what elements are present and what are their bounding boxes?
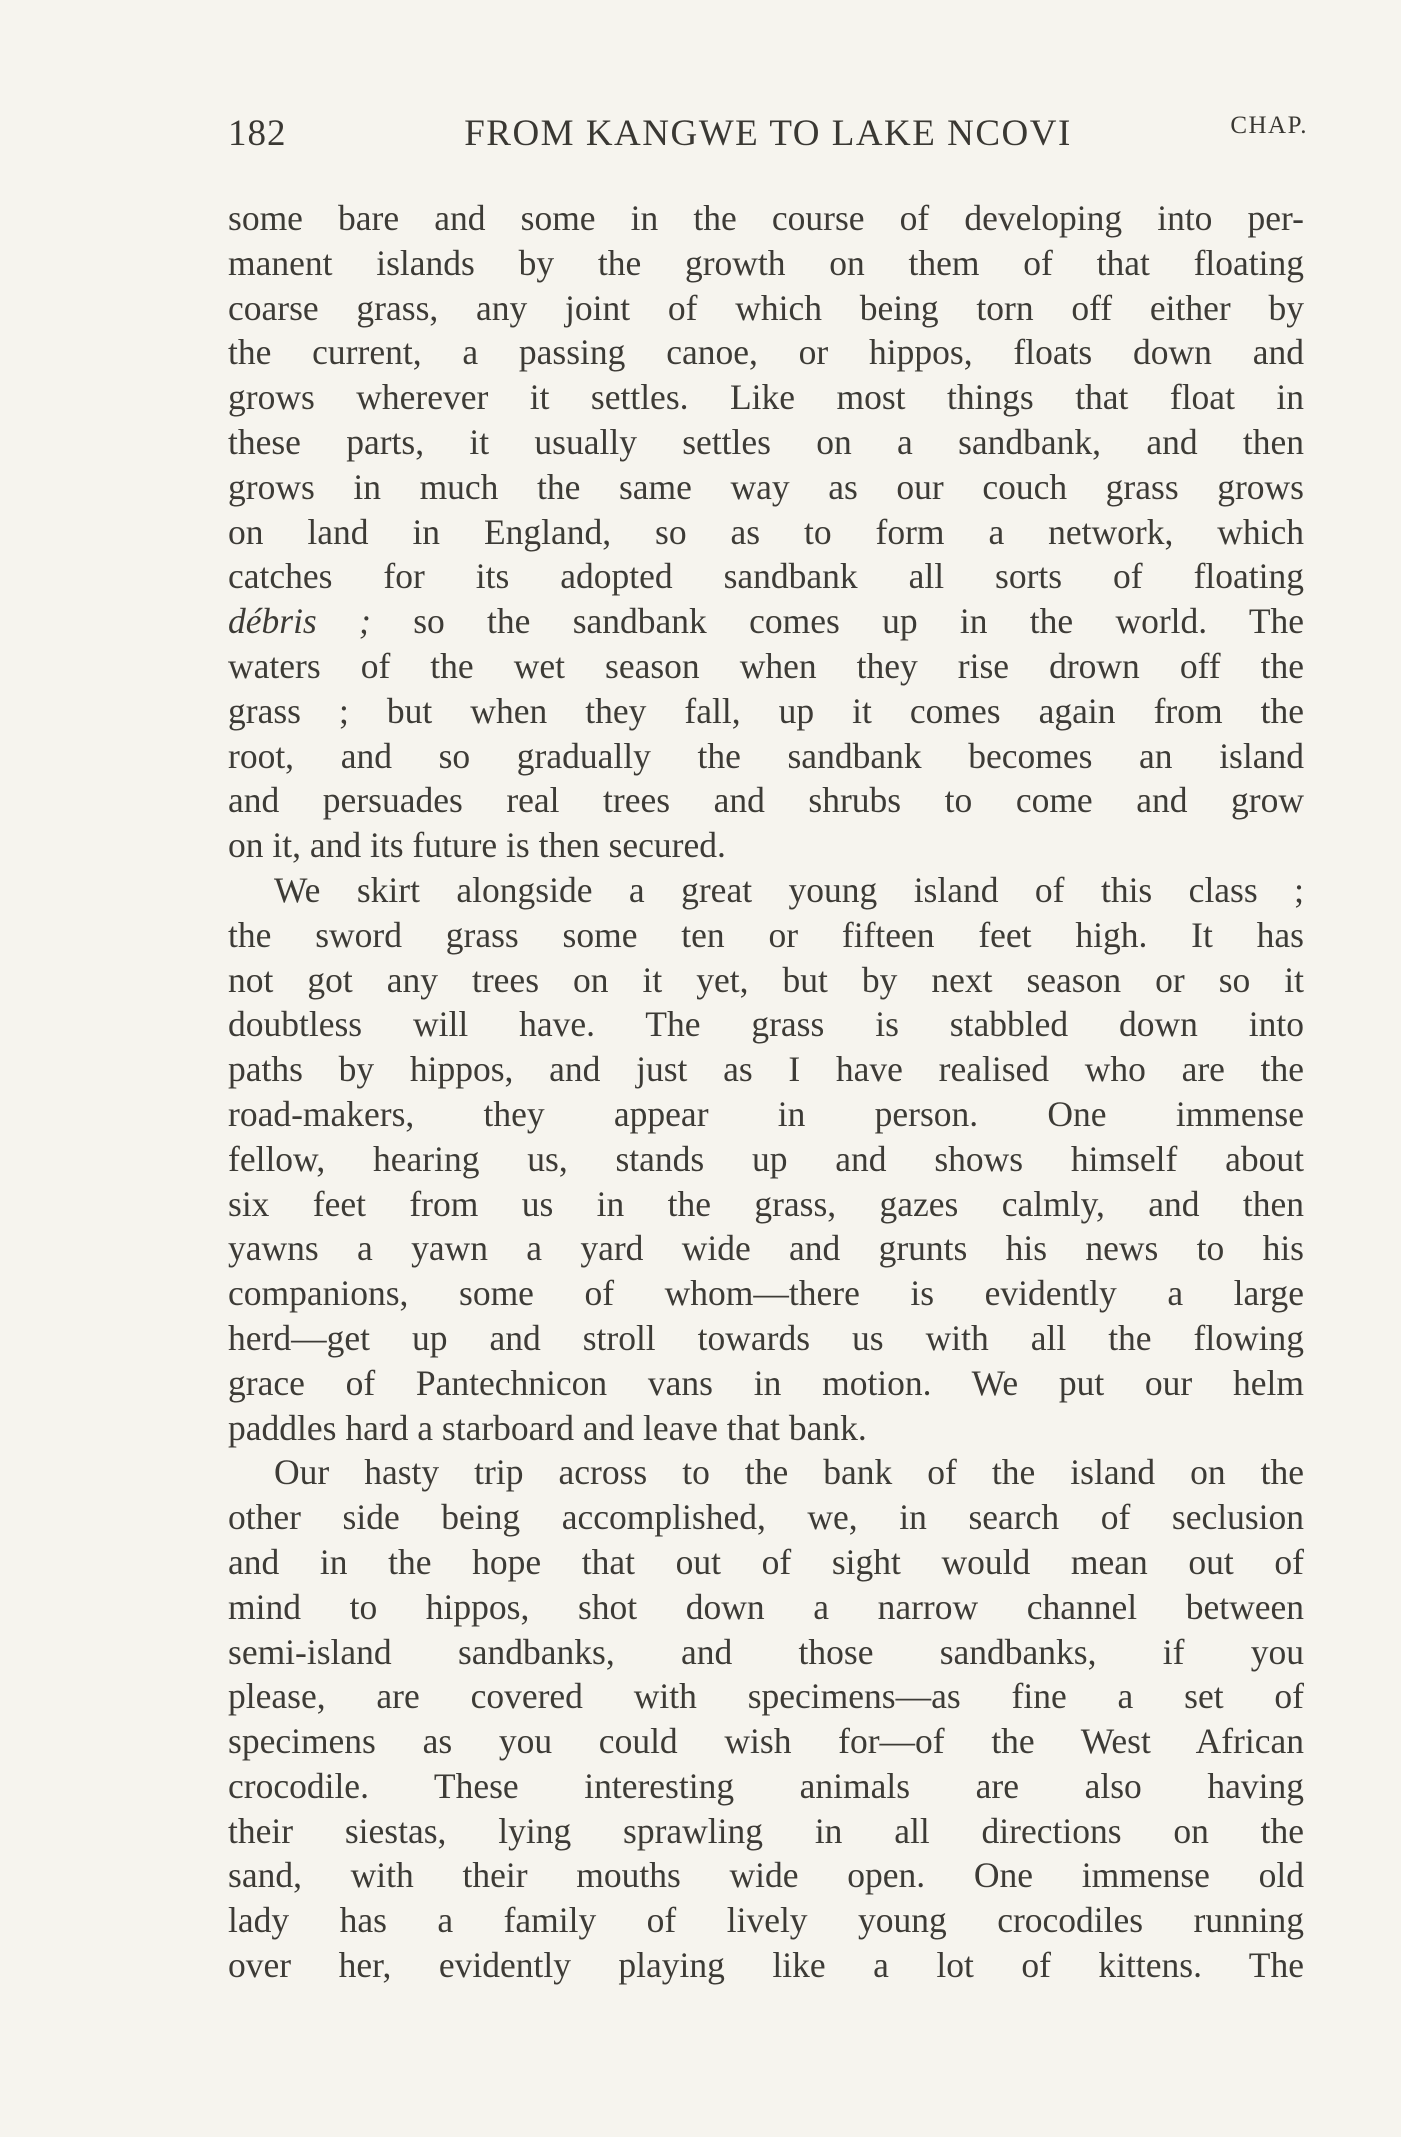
text-line: manent islands by the growth on them of that floating bbox=[228, 242, 1304, 283]
text-line: mind to hippos, shot down a narrow channel between bbox=[228, 1586, 1304, 1627]
text-line: not got any trees on it yet, but by next season or so it bbox=[228, 959, 1304, 1000]
text-line: doubtless will have. The grass is stabbled down into bbox=[228, 1004, 1304, 1045]
text-line: sand, with their mouths wide open. One immense old bbox=[228, 1855, 1304, 1896]
text-line: the sword grass some ten or fifteen feet high. It has bbox=[228, 914, 1304, 955]
text-line: catches for its adopted sandbank all sorts of floating bbox=[228, 556, 1304, 597]
text-line: on it, and its future is then secured. bbox=[228, 825, 726, 866]
text-line: semi-island sandbanks, and those sandbanks, if you bbox=[228, 1631, 1304, 1672]
text-line: these parts, it usually settles on a sandbank, and then bbox=[228, 421, 1304, 462]
text-line: waters of the wet season when they rise drown off the bbox=[228, 645, 1304, 686]
text-line: other side being accomplished, we, in search of seclusion bbox=[228, 1497, 1304, 1538]
text-line: fellow, hearing us, stands up and shows himself about bbox=[228, 1138, 1304, 1179]
text-line: the current, a passing canoe, or hippos, floats down and bbox=[228, 332, 1304, 373]
text-line: please, are covered with specimens—as fine a set of bbox=[228, 1676, 1304, 1717]
text-line: herd—get up and stroll towards us with all the flowing bbox=[228, 1317, 1304, 1358]
text-line: grows in much the same way as our couch grass grows bbox=[228, 466, 1304, 507]
chapter-label: CHAP. bbox=[1230, 112, 1308, 139]
text-line: crocodile. These interesting animals are also having bbox=[228, 1765, 1304, 1806]
text-line: paddles hard a starboard and leave that bank. bbox=[228, 1407, 867, 1448]
text-line: and in the hope that out of sight would mean out of bbox=[228, 1541, 1304, 1582]
text-line: lady has a family of lively young crocodiles running bbox=[228, 1900, 1304, 1941]
text-line-with-italic bbox=[228, 599, 1304, 644]
text-line: and persuades real trees and shrubs to come and grow bbox=[228, 780, 1304, 821]
chapter-title: FROM KANGWE TO LAKE NCOVI bbox=[464, 113, 1072, 154]
text-line: companions, some of whom—there is evidently a large bbox=[228, 1273, 1304, 1314]
text-line: on land in England, so as to form a network, which bbox=[228, 511, 1304, 552]
text-line: grass ; but when they fall, up it comes again from the bbox=[228, 690, 1304, 731]
text-line: coarse grass, any joint of which being torn off either by bbox=[228, 287, 1304, 328]
paragraph-start-line: We skirt alongside a great young island of this class ; bbox=[274, 869, 1304, 910]
text-line: specimens as you could wish for—of the West African bbox=[228, 1721, 1304, 1762]
text-line: their siestas, lying sprawling in all directions on the bbox=[228, 1810, 1304, 1851]
text-line-remainder: so the sandbank comes up in the world. The bbox=[413, 601, 1305, 642]
body-text bbox=[228, 196, 1304, 1988]
text-line: road-makers, they appear in person. One immense bbox=[228, 1093, 1304, 1134]
italic-phrase: débris ; bbox=[228, 601, 371, 642]
text-line: yawns a yawn a yard wide and grunts his news to his bbox=[228, 1228, 1304, 1269]
text-line: paths by hippos, and just as I have realised who are the bbox=[228, 1049, 1304, 1090]
page-number: 182 bbox=[228, 113, 287, 154]
text-line: some bare and some in the course of developing into per- bbox=[228, 198, 1304, 238]
text-line: grace of Pantechnicon vans in motion. We put our helm bbox=[228, 1362, 1304, 1403]
text-line: grows wherever it settles. Like most things that float in bbox=[228, 377, 1304, 418]
text-line: over her, evidently playing like a lot of kittens. The bbox=[228, 1945, 1304, 1986]
text-line: root, and so gradually the sandbank becomes an island bbox=[228, 735, 1304, 776]
running-head bbox=[228, 112, 1308, 168]
paragraph-start-line: Our hasty trip across to the bank of the island on the bbox=[274, 1452, 1304, 1493]
text-line: six feet from us in the grass, gazes calmly, and then bbox=[228, 1183, 1304, 1224]
